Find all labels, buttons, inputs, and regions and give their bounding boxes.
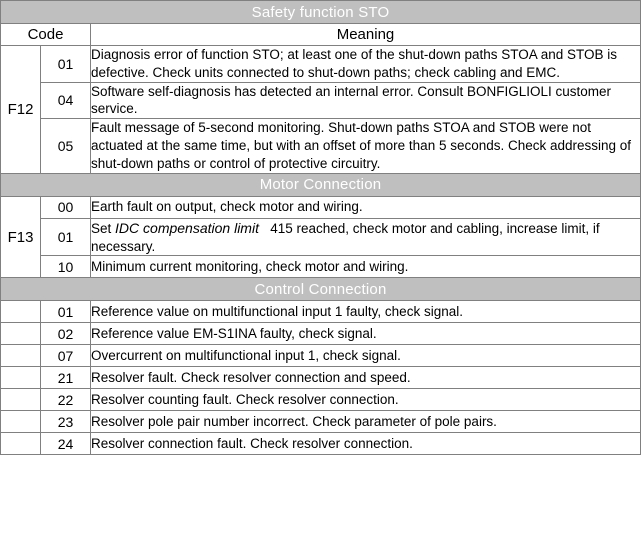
table-row <box>1 367 641 389</box>
table-row <box>1 119 641 173</box>
error-code: 04 <box>41 82 91 119</box>
error-meaning: Resolver connection fault. Check resolver connection. <box>91 433 641 455</box>
section-title-motor-connection: Motor Connection <box>1 173 641 196</box>
parameter-name: IDC compensation limit <box>115 219 259 236</box>
error-meaning: Software self-diagnosis has detected an internal error. Consult BONFIGLIOLI customer service. <box>91 82 641 119</box>
table-row <box>1 345 641 367</box>
error-code: 23 <box>41 411 91 433</box>
table-row <box>1 256 641 278</box>
group-code-empty <box>1 301 41 323</box>
group-code-f13: F13 <box>1 196 41 278</box>
group-code-empty <box>1 411 41 433</box>
section-header-row <box>1 1 641 24</box>
error-code: 10 <box>41 256 91 278</box>
group-code-empty <box>1 433 41 455</box>
error-code: 22 <box>41 389 91 411</box>
error-meaning: Resolver pole pair number incorrect. Check parameter of pole pairs. <box>91 411 641 433</box>
error-meaning: Diagnosis error of function STO; at least one of the shut-down paths STOA and STOB is defective. Check units connected to shut-down paths; check cabling and EMC. <box>91 46 641 83</box>
table-row <box>1 389 641 411</box>
table-row <box>1 323 641 345</box>
error-code: 07 <box>41 345 91 367</box>
table-row <box>1 196 641 218</box>
column-header-row <box>1 24 641 46</box>
error-code: 01 <box>41 218 91 256</box>
group-code-empty <box>1 323 41 345</box>
error-meaning: Overcurrent on multifunctional input 1, check signal. <box>91 345 641 367</box>
error-code: 21 <box>41 367 91 389</box>
error-meaning: Resolver counting fault. Check resolver connection. <box>91 389 641 411</box>
error-meaning: Fault message of 5-second monitoring. Shut-down paths STOA and STOB were not actuated at the same time, but with an offset of more than 5 seconds. Check addressing of shut-down paths or control of protective circuitry. <box>91 119 641 173</box>
table-row <box>1 46 641 83</box>
error-meaning: Reference value EM-S1INA faulty, check signal. <box>91 323 641 345</box>
group-code-empty <box>1 389 41 411</box>
column-header-code: Code <box>1 24 91 46</box>
error-code: 05 <box>41 119 91 173</box>
section-title-safety-function-sto: Safety function STO <box>1 1 641 24</box>
error-meaning: Earth fault on output, check motor and wiring. <box>91 196 641 218</box>
error-meaning: Minimum current monitoring, check motor and wiring. <box>91 256 641 278</box>
error-meaning <box>91 218 641 256</box>
error-code: 01 <box>41 301 91 323</box>
table-row <box>1 218 641 256</box>
section-header-row <box>1 278 641 301</box>
table-row <box>1 301 641 323</box>
table-row <box>1 82 641 119</box>
table-row <box>1 411 641 433</box>
error-code: 01 <box>41 46 91 83</box>
meaning-suffix: 415 reached, check motor and cabling, increase limit, if necessary. <box>91 220 600 254</box>
section-title-control-connection: Control Connection <box>1 278 641 301</box>
error-code: 24 <box>41 433 91 455</box>
error-code: 02 <box>41 323 91 345</box>
table-row <box>1 433 641 455</box>
error-code: 00 <box>41 196 91 218</box>
group-code-empty <box>1 345 41 367</box>
meaning-prefix: Set <box>91 220 112 236</box>
error-meaning: Resolver fault. Check resolver connection and speed. <box>91 367 641 389</box>
column-header-meaning: Meaning <box>91 24 641 46</box>
section-header-row <box>1 173 641 196</box>
group-code-empty <box>1 367 41 389</box>
group-code-f12: F12 <box>1 46 41 174</box>
error-meaning: Reference value on multifunctional input 1 faulty, check signal. <box>91 301 641 323</box>
